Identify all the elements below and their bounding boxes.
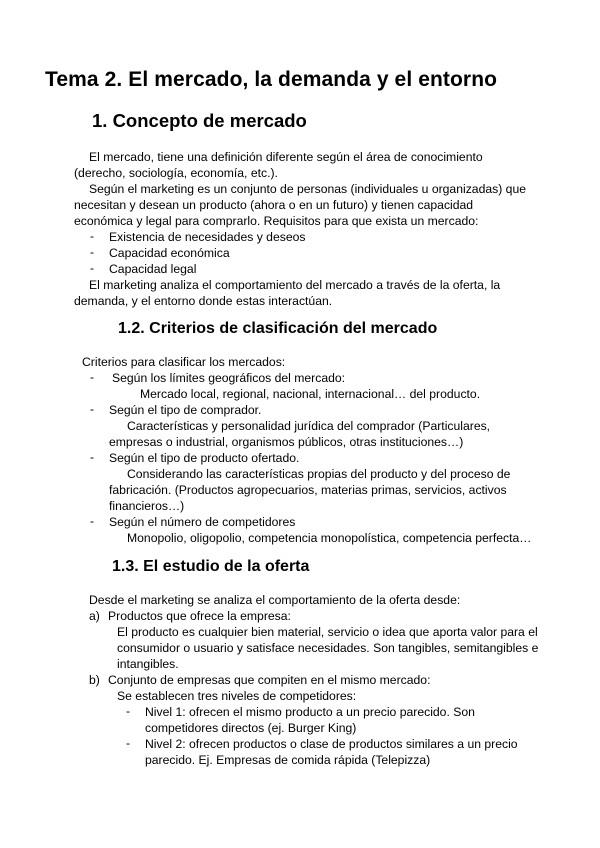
list-item: Según el tipo de producto ofertado. [109,451,300,465]
list-item-detail: financieros…) [109,499,185,513]
list-item-detail: competidores directos (ej. Burger King) [145,721,357,735]
paragraph-line: necesitan y desean un producto (ahora o en un futuro) y tienen capacidad [74,198,474,212]
paragraph-line: El marketing analiza el comportamiento del mercado a través de la oferta, la [89,278,501,292]
list-item-detail: intangibles. [117,657,179,671]
list-item-detail: empresas o industrial, organismos públicos, otras instituciones…) [109,435,464,449]
list-bullet: - [126,736,131,750]
list-bullet: - [90,370,95,384]
list-item: Capacidad legal [109,262,197,276]
list-item: Capacidad económica [109,246,230,260]
list-item: Conjunto de empresas que compiten en el mismo mercado: [108,673,431,687]
list-item: Existencia de necesidades y deseos [109,230,306,244]
list-item: Según el tipo de comprador. [109,403,262,417]
paragraph-line: Criterios para clasificar los mercados: [82,355,286,369]
list-item-detail: parecido. Ej. Empresas de comida rápida (Telepizza) [145,753,431,767]
paragraph-line: económica y legal para comprarlo. Requisitos para que exista un mercado: [74,214,479,228]
list-bullet: - [90,450,95,464]
list-item-detail: Monopolio, oligopolio, competencia monopolística, competencia perfecta… [127,531,532,545]
list-item-detail: Se establecen tres niveles de competidores: [117,689,357,703]
list-item: Según el número de competidores [109,515,296,529]
list-item-detail: Considerando las características propias del producto y del proceso de [127,467,511,481]
list-item-detail: Mercado local, regional, nacional, internacional… del producto. [140,387,481,401]
list-bullet: - [90,402,95,416]
list-bullet: - [90,261,95,275]
paragraph-line: Según el marketing es un conjunto de personas (individuales u organizadas) que [89,182,527,196]
list-bullet: - [90,245,95,259]
list-item: Nivel 2: ofrecen productos o clase de productos similares a un precio [145,737,518,751]
list-bullet: - [126,704,131,718]
list-item-detail: El producto es cualquier bien material, servicio o idea que aporta valor para el [117,625,538,639]
list-marker: b) [89,673,100,687]
list-bullet: - [90,514,95,528]
list-item-detail: consumidor o usuario y satisface necesidades. Son tangibles, semitangibles e [117,641,539,655]
paragraph-line: Desde el marketing se analiza el comportamiento de la oferta desde: [89,593,461,607]
page-title: Tema 2. El mercado, la demanda y el entorno [45,68,498,91]
list-item: Nivel 1: ofrecen el mismo producto a un precio parecido. Son [145,705,475,719]
list-bullet: - [90,229,95,243]
paragraph-line: El mercado, tiene una definición diferente según el área de conocimiento [89,150,483,164]
list-item-detail: Características y personalidad jurídica del comprador (Particulares, [127,419,491,433]
section-heading-oferta: 1.3. El estudio de la oferta [112,558,310,575]
list-item: Según los límites geográficos del mercado: [112,371,346,385]
list-item-detail: fabricación. (Productos agropecuarios, materias primas, servicios, activos [109,483,507,497]
paragraph-line: (derecho, sociología, economía, etc.). [74,166,278,180]
section-heading-criterios: 1.2. Criterios de clasificación del mercado [118,320,438,337]
paragraph-line: demanda, y el entorno donde estas interactúan. [74,294,333,308]
list-marker: a) [89,609,100,623]
list-item: Productos que ofrece la empresa: [108,609,291,623]
section-heading-concepto: 1. Concepto de mercado [92,110,307,131]
